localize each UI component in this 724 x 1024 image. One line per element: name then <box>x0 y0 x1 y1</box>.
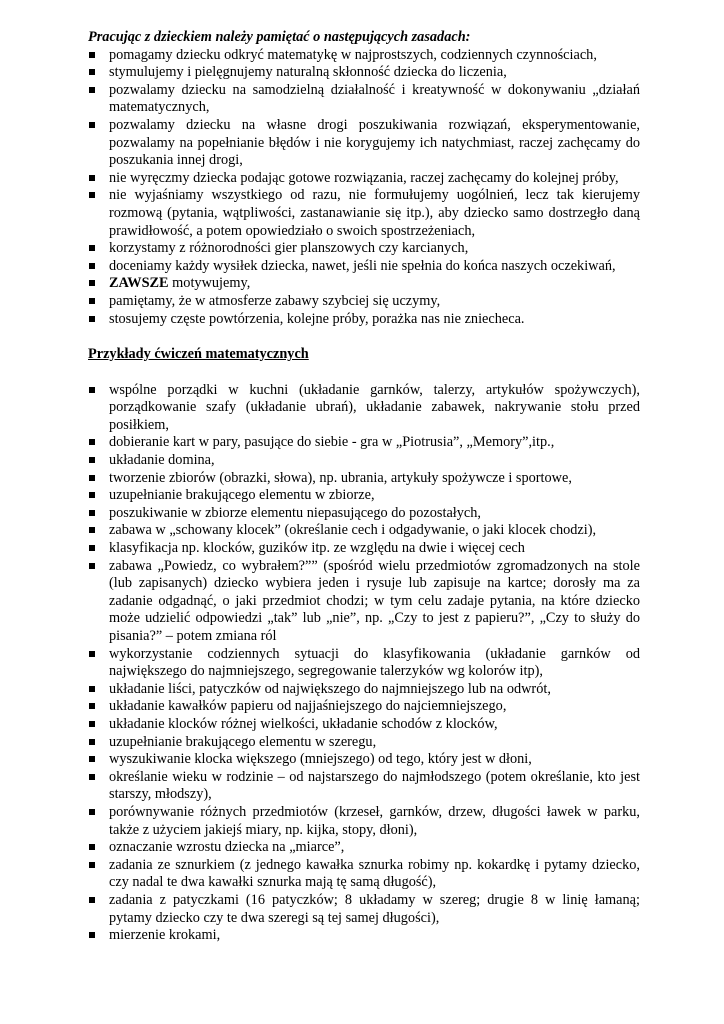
list-item: oznaczanie wzrostu dziecka na „miarce”, <box>88 839 640 857</box>
list-item-emphasis: ZAWSZE <box>109 275 169 292</box>
list-item <box>88 311 640 329</box>
list-item: układanie liści, patyczków od największego do najmniejszego lub na odwrót, <box>88 681 640 699</box>
list-item <box>88 117 640 170</box>
list-item-text: pozwalamy dziecku na samodzielną działalność i kreatywność w dokonywaniu „działań matematycznych, <box>109 81 640 116</box>
list-item: wykorzystanie codziennych sytuacji do klasyfikowania (układanie garnków od największego do najmniejszego, segregowanie talerzyków wg kolorów itp), <box>88 646 640 681</box>
list-item <box>88 64 640 82</box>
list-item-text: korzystamy z różnorodności gier planszowych czy karcianych, <box>109 240 469 257</box>
list-item-text: stymulujemy i pielęgnujemy naturalną skłonność dziecka do liczenia, <box>109 64 507 81</box>
list-item: wspólne porządki w kuchni (układanie garnków, talerzy, artykułów spożywczych), porządkowanie szafy (układanie ubrań), układanie zabawek, nakrywanie stołu przed posiłkiem, <box>88 382 640 435</box>
list-item <box>88 187 640 240</box>
list-item: poszukiwanie w zbiorze elementu niepasującego do pozostałych, <box>88 505 640 523</box>
list-item: układanie kawałków papieru od najjaśniejszego do najciemniejszego, <box>88 698 640 716</box>
list-item-text: pamiętamy, że w atmosferze zabawy szybciej się uczymy, <box>109 292 441 309</box>
list-item-text: pozwalamy dziecku na własne drogi poszukiwania rozwiązań, eksperymentowanie, pozwalamy na popełnianie błędów i nie korygujemy ich natychmiast, raczej zachęcamy do poszukania innej drogi, <box>109 116 640 169</box>
exercises-heading: Przykłady ćwiczeń matematycznych <box>88 346 309 363</box>
list-item: mierzenie krokami, <box>88 927 640 945</box>
list-item: klasyfikacja np. klocków, guzików itp. ze względu na dwie i więcej cech <box>88 540 640 558</box>
list-item: określanie wieku w rodzinie – od najstarszego do najmłodszego (potem określanie, kto jest starszy, młodszy), <box>88 769 640 804</box>
list-item: uzupełnianie brakującego elementu w szeregu, <box>88 734 640 752</box>
list-item: wyszukiwanie klocka większego (mniejszego) od tego, który jest w dłoni, <box>88 751 640 769</box>
list-item-text: stosujemy częste powtórzenia, kolejne próby, porażka nas nie zniecheca. <box>109 310 525 327</box>
list-item: zadania z patyczkami (16 patyczków; 8 układamy w szereg; drugie 8 w linię łamaną; pytamy dziecko czy te dwa szeregi są tej samej długości), <box>88 892 640 927</box>
principles-heading: Pracując z dzieckiem należy pamiętać o następujących zasadach: <box>88 29 471 45</box>
list-item <box>88 258 640 276</box>
list-item-text: pomagamy dziecku odkryć matematykę w najprostszych, codziennych czynnościach, <box>109 46 597 63</box>
list-item: zabawa „Powiedz, co wybrałem?”” (spośród wielu przedmiotów zgromadzonych na stole (lub zapisanych) dziecko wybiera jeden i rysuje lub zapisuje na kartce; dorosły ma za zadanie odgadnąć, o jaki przedmiot chodzi; w tym celu zadaje pytania, na które dziecko może udzielić odpowiedzi „tak” lub „nie”, np. „Czy to jest z papieru?”, „Czy to służy do pisania?” – potem zmiana ról <box>88 558 640 646</box>
list-item: porównywanie różnych przedmiotów (krzeseł, garnków, drzew, długości ławek w parku, także z użyciem jakiejś miary, np. kijka, stopy, dłoni), <box>88 804 640 839</box>
list-item-text: motywujemy, <box>168 275 251 292</box>
principles-list <box>88 47 640 329</box>
list-item: układanie domina, <box>88 452 640 470</box>
list-item-text: nie wyręczmy dziecka podając gotowe rozwiązania, raczej zachęcamy do kolejnej próby, <box>109 169 619 186</box>
list-item: uzupełnianie brakującego elementu w zbiorze, <box>88 487 640 505</box>
list-item-text: doceniamy każdy wysiłek dziecka, nawet, jeśli nie spełnia do końca naszych oczekiwań, <box>109 257 616 274</box>
list-item <box>88 240 640 258</box>
list-item <box>88 275 640 293</box>
list-item-text: nie wyjaśniamy wszystkiego od razu, nie formułujemy uogólnień, lecz tak kierujemy rozmową (pytania, wątpliwości, zastanawianie się itp.), aby dziecko samo dostrzegło daną prawidłowość, a potem opowiedziało o swoich spostrzeżeniach, <box>109 187 640 239</box>
list-item: układanie klocków różnej wielkości, układanie schodów z klocków, <box>88 716 640 734</box>
list-item <box>88 170 640 188</box>
list-item: zabawa w „schowany klocek” (określanie cech i odgadywanie, o jaki klocek chodzi), <box>88 522 640 540</box>
list-item <box>88 293 640 311</box>
list-item: zadania ze sznurkiem (z jednego kawałka sznurka robimy np. kokardkę i pytamy dziecko, czy nadal te dwa kawałki sznurka mają tę samą długość), <box>88 857 640 892</box>
list-item: tworzenie zbiorów (obrazki, słowa), np. ubrania, artykuły spożywcze i sportowe, <box>88 470 640 488</box>
document-page <box>88 29 640 945</box>
list-item: dobieranie kart w pary, pasujące do siebie - gra w „Piotrusia”, „Memory”,itp., <box>88 434 640 452</box>
list-item <box>88 47 640 65</box>
list-item <box>88 82 640 117</box>
exercises-list <box>88 382 640 945</box>
